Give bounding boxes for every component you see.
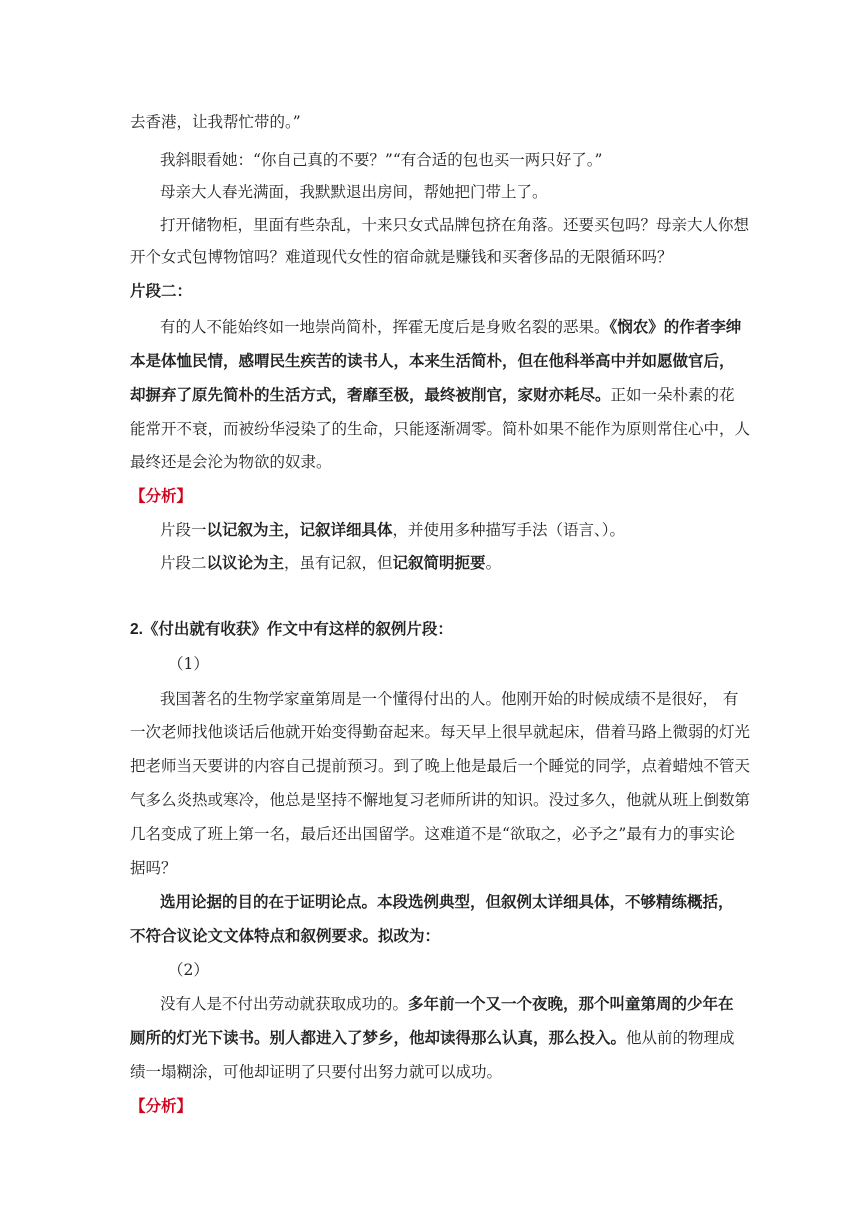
text-span: 他从前的物理成 — [626, 1029, 735, 1047]
text-line — [160, 317, 760, 337]
analysis-line — [160, 553, 760, 573]
text-span: ，虽有记叙，但 — [284, 554, 393, 572]
bold-span: 《悯农》的作者李绅 — [609, 318, 742, 336]
text-line: 开个女式包博物馆吗？难道现代女性的宿命就是赚钱和买奢侈品的无限循环吗？ — [130, 248, 673, 266]
text-span: 正如一朵朴素的花 — [610, 386, 735, 404]
text-line — [130, 1028, 735, 1048]
text-line — [130, 385, 735, 405]
text-line: 绩一塌糊涂，可他却证明了只要付出努力就可以成功。 — [130, 1063, 503, 1081]
question-title: 2.《付出就有收获》作文中有这样的叙例片段： — [130, 621, 453, 638]
analysis-label: 【分析】 — [130, 1097, 193, 1115]
text-line: 几名变成了班上第一名，最后还出国留学。这难道不是“欲取之，必予之”最有力的事实论 — [130, 825, 735, 843]
text-line: 气多么炎热或寒冷，他总是坚持不懈地复习老师所讲的知识。没过多久，他就从班上倒数第 — [130, 791, 751, 809]
bold-span: 厕所的灯光下读书。别人都进入了梦乡，他却读得那么认真，那么投入。 — [130, 1029, 627, 1047]
bold-line: 本是体恤民情，感喟民生疾苦的读书人，本来生活简朴，但在他科举高中并如愿做官后， — [130, 352, 735, 370]
text-span: 片段一 — [160, 521, 207, 539]
text-line: 一次老师找他谈话后他就开始变得勤奋起来。每天早上很早就起床，借着马路上微弱的灯光 — [130, 723, 751, 741]
text-span: 。 — [485, 554, 502, 572]
text-line: 我斜眼看她：“你自己真的不要？”“有合适的包也买一两只好了。” — [160, 151, 603, 169]
analysis-label: 【分析】 — [130, 487, 193, 505]
item-number: （2） — [168, 961, 209, 979]
bold-span: 记叙简明扼要 — [392, 554, 486, 572]
text-line: 据吗？ — [130, 859, 177, 877]
bold-span: 以议论为主 — [206, 554, 285, 572]
text-span: 片段二 — [160, 554, 207, 572]
text-line: 把老师当天要讲的内容自己提前预习。到了晚上他是最后一个睡觉的同学，点着蜡烛不管天 — [130, 757, 751, 775]
text-span: 没有人是不付出劳动就获取成功的。 — [160, 995, 409, 1013]
item-number: （1） — [168, 655, 209, 673]
text-span: ，并使用多种描写手法（语言、）。 — [392, 521, 626, 539]
text-line: 最终还是会沦为物欲的奴隶。 — [130, 453, 332, 471]
bold-span: 却摒弃了原先简朴的生活方式，奢靡至极，最终被削官，家财亦耗尽。 — [130, 386, 611, 404]
text-line: 去香港，让我帮忙带的。” — [130, 113, 301, 131]
text-line: 母亲大人春光满面，我默默退出房间，帮她把门带上了。 — [160, 183, 548, 201]
bold-span: 以记叙为主，记叙详细具体 — [206, 521, 393, 539]
bold-span: 多年前一个又一个夜晚，那个叫童第周的少年在 — [408, 995, 734, 1013]
text-span: 有的人不能始终如一地崇尚简朴，挥霍无度后是身败名裂的恶果。 — [160, 318, 610, 336]
text-line: 我国著名的生物学家童第周是一个懂得付出的人。他刚开始的时候成绩不是很好， 有 — [160, 690, 739, 708]
comment-line: 不符合议论文文体特点和叙例要求。拟改为： — [130, 927, 441, 945]
text-line: 能常开不衰，而被纷华浸染了的生命，只能逐渐凋零。简朴如果不能作为原则常住心中，人 — [130, 420, 751, 438]
section-heading: 片段二： — [130, 282, 193, 300]
analysis-line — [160, 520, 760, 540]
text-line — [160, 994, 760, 1014]
text-line: 打开储物柜，里面有些杂乱，十来只女式品牌包挤在角落。还要买包吗？母亲大人你想 — [160, 216, 750, 234]
comment-line: 选用论据的目的在于证明论点。本段选例典型，但叙例太详细具体，不够精练概括， — [160, 893, 734, 911]
